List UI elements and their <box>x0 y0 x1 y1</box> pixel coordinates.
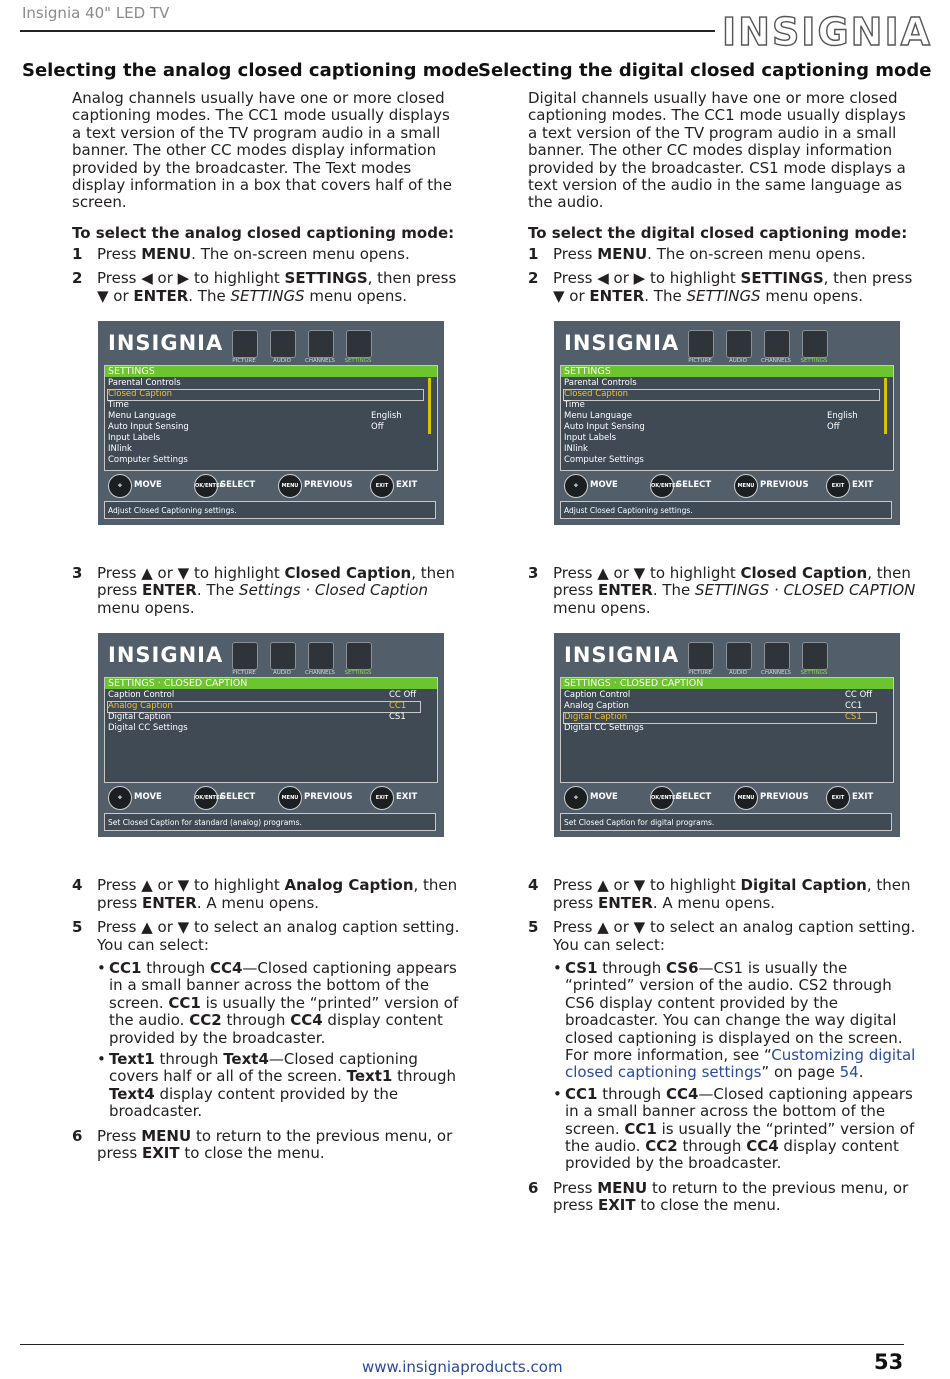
tv-closed-caption-menu-screenshot <box>554 633 900 837</box>
option-list <box>553 960 918 1173</box>
menu-item: Time <box>564 400 585 411</box>
list-item: • Text1 through Text4—Closed captioning covers half or all of the screen. Text1 through Text4 display content provided by the broadcaster. <box>97 1051 462 1121</box>
picture-icon <box>688 330 714 358</box>
analog-section <box>22 60 479 1169</box>
icon-label: SETTINGS <box>344 358 372 365</box>
osd-menu-panel <box>560 365 894 471</box>
menu-title-bar: SETTINGS <box>561 366 893 377</box>
menu-item: Computer Settings <box>564 455 644 466</box>
menu-item: Caption Control <box>108 690 175 701</box>
step-number: 2 <box>72 269 83 288</box>
audio-icon <box>270 330 296 358</box>
list-item: • CC1 through CC4—Closed captioning appears in a small banner across the bottom of the screen. CC1 is usually the “printed” version of the audio. CC2 through CC4 display content provided by the broadcaster. <box>97 960 462 1047</box>
exit-button-icon: EXIT <box>826 786 850 810</box>
menu-item: Parental Controls <box>108 378 181 389</box>
tv-settings-menu-screenshot <box>554 321 900 525</box>
menu-item: Menu Language <box>564 411 632 422</box>
channels-icon <box>764 330 790 358</box>
step-6: 6 Press MENU to return to the previous menu, or press EXIT to close the menu. <box>528 1178 909 1215</box>
menu-title-bar: SETTINGS <box>105 366 437 377</box>
menu-item: Input Labels <box>108 433 161 444</box>
control-label: SELECT <box>220 792 256 803</box>
customizing-cc-link[interactable]: Customizing digital closed captioning settings <box>565 1045 916 1082</box>
step-4: 4 Press ▲ or ▼ to highlight Digital Caption, then press ENTER. A menu opens. <box>528 876 911 912</box>
control-label: MOVE <box>134 480 162 491</box>
step-3: 3 Press ▲ or ▼ to highlight Closed Caption, then press ENTER. The SETTINGS · CLOSED CAPTION menu opens. <box>528 564 916 617</box>
icon-label: PICTURE <box>232 358 256 365</box>
header-title: Insignia 40" LED TV <box>22 4 170 22</box>
step-number: 1 <box>72 244 83 263</box>
control-label: SELECT <box>676 480 712 491</box>
control-label: EXIT <box>852 480 874 491</box>
icon-label: CHANNELS <box>305 670 335 677</box>
step-number: 6 <box>72 1126 83 1145</box>
icon-label: AUDIO <box>273 358 291 365</box>
step-6: 6 Press MENU to return to the previous menu, or press EXIT to close the menu. <box>72 1126 453 1162</box>
icon-label: SETTINGS <box>344 670 372 677</box>
procedure-heading: To select the analog closed captioning mode: <box>72 223 455 242</box>
menu-value: CS1 <box>389 712 406 723</box>
control-label: SELECT <box>676 792 712 803</box>
icon-label: AUDIO <box>273 670 291 677</box>
step-3: 3 Press ▲ or ▼ to highlight Closed Caption, then press ENTER. The Settings · Closed Caption menu opens. <box>72 564 455 617</box>
menu-value: CC Off <box>845 690 873 701</box>
exit-button-icon: EXIT <box>370 786 394 810</box>
osd-help-text: Adjust Closed Captioning settings. <box>104 501 436 519</box>
osd-brand: INSIGNIA <box>108 643 224 668</box>
menu-item: Analog Caption <box>564 701 629 712</box>
audio-icon <box>726 330 752 358</box>
settings-gear-icon <box>802 642 828 670</box>
step-number: 6 <box>528 1178 539 1197</box>
step-1: 1 Press MENU. The on-screen menu opens. <box>72 244 410 263</box>
page-54-link[interactable]: 54 <box>839 1063 859 1082</box>
icon-label: CHANNELS <box>305 358 335 365</box>
osd-menu-panel <box>104 677 438 783</box>
step-2: 2 Press ◀ or ▶ to highlight SETTINGS, then press ▼ or ENTER. The SETTINGS menu opens. <box>72 269 457 305</box>
icon-label: CHANNELS <box>761 358 791 365</box>
menu-item: Computer Settings <box>108 455 188 466</box>
menu-value: CC1 <box>845 701 863 712</box>
control-label: EXIT <box>396 480 418 491</box>
menu-item: Digital CC Settings <box>108 723 188 734</box>
move-arrows-icon: ✥ <box>108 786 132 810</box>
menu-button-icon: MENU <box>278 474 302 498</box>
control-label: MOVE <box>590 792 618 803</box>
menu-item: Caption Control <box>564 690 631 701</box>
menu-value: Off <box>371 422 384 433</box>
tv-settings-menu-screenshot <box>98 321 444 525</box>
ok-enter-icon: OK/ENTER <box>194 786 218 810</box>
control-label: PREVIOUS <box>304 792 353 803</box>
picture-icon <box>232 330 258 358</box>
move-arrows-icon: ✥ <box>564 474 588 498</box>
osd-menu-panel <box>104 365 438 471</box>
menu-item: Input Labels <box>564 433 617 444</box>
intro-paragraph: Digital channels usually have one or more closed captioning modes. The CC1 mode usually displays a text version of the TV program audio in a small banner. The other CC modes display information provided by the broadcaster. CS1 mode displays a text version of the audio in the same language as the audio. <box>528 89 906 212</box>
step-number: 4 <box>528 876 539 895</box>
step-2: 2 Press ◀ or ▶ to highlight SETTINGS, then press ▼ or ENTER. The SETTINGS menu opens. <box>528 269 913 305</box>
picture-icon <box>688 642 714 670</box>
menu-item: INlink <box>108 444 132 455</box>
channels-icon <box>308 330 334 358</box>
icon-label: AUDIO <box>729 358 747 365</box>
step-number: 2 <box>528 269 539 288</box>
step-1: 1 Press MENU. The on-screen menu opens. <box>528 244 866 263</box>
menu-item: Menu Language <box>108 411 176 422</box>
menu-item-selected: Analog Caption <box>108 701 173 712</box>
audio-icon <box>270 642 296 670</box>
osd-brand: INSIGNIA <box>564 331 680 356</box>
step-4: 4 Press ▲ or ▼ to highlight Analog Caption, then press ENTER. A menu opens. <box>72 876 458 912</box>
menu-value: English <box>371 411 402 422</box>
audio-icon <box>726 642 752 670</box>
menu-button-icon: MENU <box>278 786 302 810</box>
menu-item: Digital CC Settings <box>564 723 644 734</box>
ok-enter-icon: OK/ENTER <box>650 474 674 498</box>
osd-icon-row <box>688 327 838 367</box>
menu-item: Parental Controls <box>564 378 637 389</box>
menu-item-selected: Closed Caption <box>108 389 173 400</box>
menu-item-selected: Closed Caption <box>564 389 629 400</box>
option-list <box>97 960 462 1121</box>
scrollbar <box>884 378 887 434</box>
step-number: 3 <box>72 564 83 583</box>
header-rule <box>20 30 715 32</box>
ok-enter-icon: OK/ENTER <box>650 786 674 810</box>
step-number: 4 <box>72 876 83 895</box>
insignia-logo: INSIGNIA <box>722 10 932 54</box>
icon-label: PICTURE <box>688 670 712 677</box>
menu-item: Auto Input Sensing <box>564 422 645 433</box>
menu-item-selected: Digital Caption <box>564 712 628 723</box>
settings-gear-icon <box>802 330 828 358</box>
menu-item: Auto Input Sensing <box>108 422 189 433</box>
section-heading: Selecting the analog closed captioning mode <box>22 60 479 81</box>
exit-button-icon: EXIT <box>370 474 394 498</box>
osd-help-text: Set Closed Caption for standard (analog) programs. <box>104 813 436 831</box>
scrollbar <box>428 378 431 434</box>
osd-icon-row <box>232 327 382 367</box>
ok-enter-icon: OK/ENTER <box>194 474 218 498</box>
osd-help-text: Set Closed Caption for digital programs. <box>560 813 892 831</box>
step-number: 1 <box>528 244 539 263</box>
picture-icon <box>232 642 258 670</box>
control-label: SELECT <box>220 480 256 491</box>
osd-icon-row <box>232 639 382 679</box>
icon-label: SETTINGS <box>800 670 828 677</box>
tv-closed-caption-menu-screenshot <box>98 633 444 837</box>
footer-rule <box>20 1344 904 1345</box>
osd-icon-row <box>688 639 838 679</box>
menu-item: INlink <box>564 444 588 455</box>
osd-help-text: Adjust Closed Captioning settings. <box>560 501 892 519</box>
menu-value: CC Off <box>389 690 417 701</box>
page-number: 53 <box>874 1350 904 1374</box>
section-heading: Selecting the digital closed captioning mode <box>478 60 932 81</box>
icon-label: SETTINGS <box>800 358 828 365</box>
step-number: 5 <box>528 918 539 937</box>
control-label: PREVIOUS <box>760 792 809 803</box>
menu-button-icon: MENU <box>734 474 758 498</box>
menu-item: Digital Caption <box>108 712 172 723</box>
exit-button-icon: EXIT <box>826 474 850 498</box>
menu-value: Off <box>827 422 840 433</box>
menu-value-selected: CS1 <box>845 712 862 723</box>
digital-section <box>478 60 932 1222</box>
footer-url-link[interactable]: www.insigniaproducts.com <box>362 1358 563 1376</box>
control-label: EXIT <box>852 792 874 803</box>
channels-icon <box>764 642 790 670</box>
control-label: PREVIOUS <box>760 480 809 491</box>
intro-paragraph: Analog channels usually have one or more closed captioning modes. The CC1 mode usually displays a text version of the TV program audio in a small banner. The other CC modes display information provided by the broadcaster. The Text modes display information in a box that covers half of the screen. <box>72 89 452 212</box>
control-label: PREVIOUS <box>304 480 353 491</box>
step-number: 5 <box>72 918 83 937</box>
control-label: EXIT <box>396 792 418 803</box>
procedure-heading: To select the digital closed captioning mode: <box>528 223 908 242</box>
menu-button-icon: MENU <box>734 786 758 810</box>
control-label: MOVE <box>134 792 162 803</box>
control-label: MOVE <box>590 480 618 491</box>
menu-item: Time <box>108 400 129 411</box>
menu-title-bar: SETTINGS · CLOSED CAPTION <box>561 678 893 689</box>
menu-title-bar: SETTINGS · CLOSED CAPTION <box>105 678 437 689</box>
list-item: • CS1 through CS6—CS1 is usually the “printed” version of the audio. CS2 through CS6 display content provided by the broadcaster. You can change the way digital closed captioning is displayed on the screen. For more information, see “Customizing digital closed captioning settings” on page 54. <box>553 960 918 1082</box>
icon-label: PICTURE <box>232 670 256 677</box>
step-number: 3 <box>528 564 539 583</box>
settings-gear-icon <box>346 330 372 358</box>
menu-value: English <box>827 411 858 422</box>
osd-brand: INSIGNIA <box>108 331 224 356</box>
move-arrows-icon: ✥ <box>564 786 588 810</box>
move-arrows-icon: ✥ <box>108 474 132 498</box>
settings-gear-icon <box>346 642 372 670</box>
icon-label: CHANNELS <box>761 670 791 677</box>
icon-label: AUDIO <box>729 670 747 677</box>
step-5: 5 Press ▲ or ▼ to select an analog caption setting. You can select: • CC1 through CC4—Closed captioning appears in a small banner across the bottom of the screen. CC1 is usually the “printed” version of the audio. CC2 through CC4 display content provided by the broadcaster. • Text1 through Text4—Closed captioning covers half or all of the screen. Text1 through Text4 display content provided by the broadcaster. <box>72 919 462 1120</box>
menu-value-selected: CC1 <box>389 701 407 712</box>
osd-brand: INSIGNIA <box>564 643 680 668</box>
icon-label: PICTURE <box>688 358 712 365</box>
channels-icon <box>308 642 334 670</box>
step-5: 5 Press ▲ or ▼ to select an analog caption setting. You can select: • CS1 through CS6—CS1 is usually the “printed” version of the audio. CS2 through CS6 display content provided by the broadcaster. You can change the way digital closed captioning is displayed on the screen. For more information, see “Customizing digital closed captioning settings” on page 54. • CC1 through CC4—Closed captioning appears in a small banner across the bottom of the screen. CC1 is usually the “printed” version of the audio. CC2 through CC4 display content provided by the broadcaster. <box>528 919 918 1173</box>
list-item: • CC1 through CC4—Closed captioning appears in a small banner across the bottom of the screen. CC1 is usually the “printed” version of the audio. CC2 through CC4 display content provided by the broadcaster. <box>553 1086 918 1173</box>
osd-menu-panel <box>560 677 894 783</box>
